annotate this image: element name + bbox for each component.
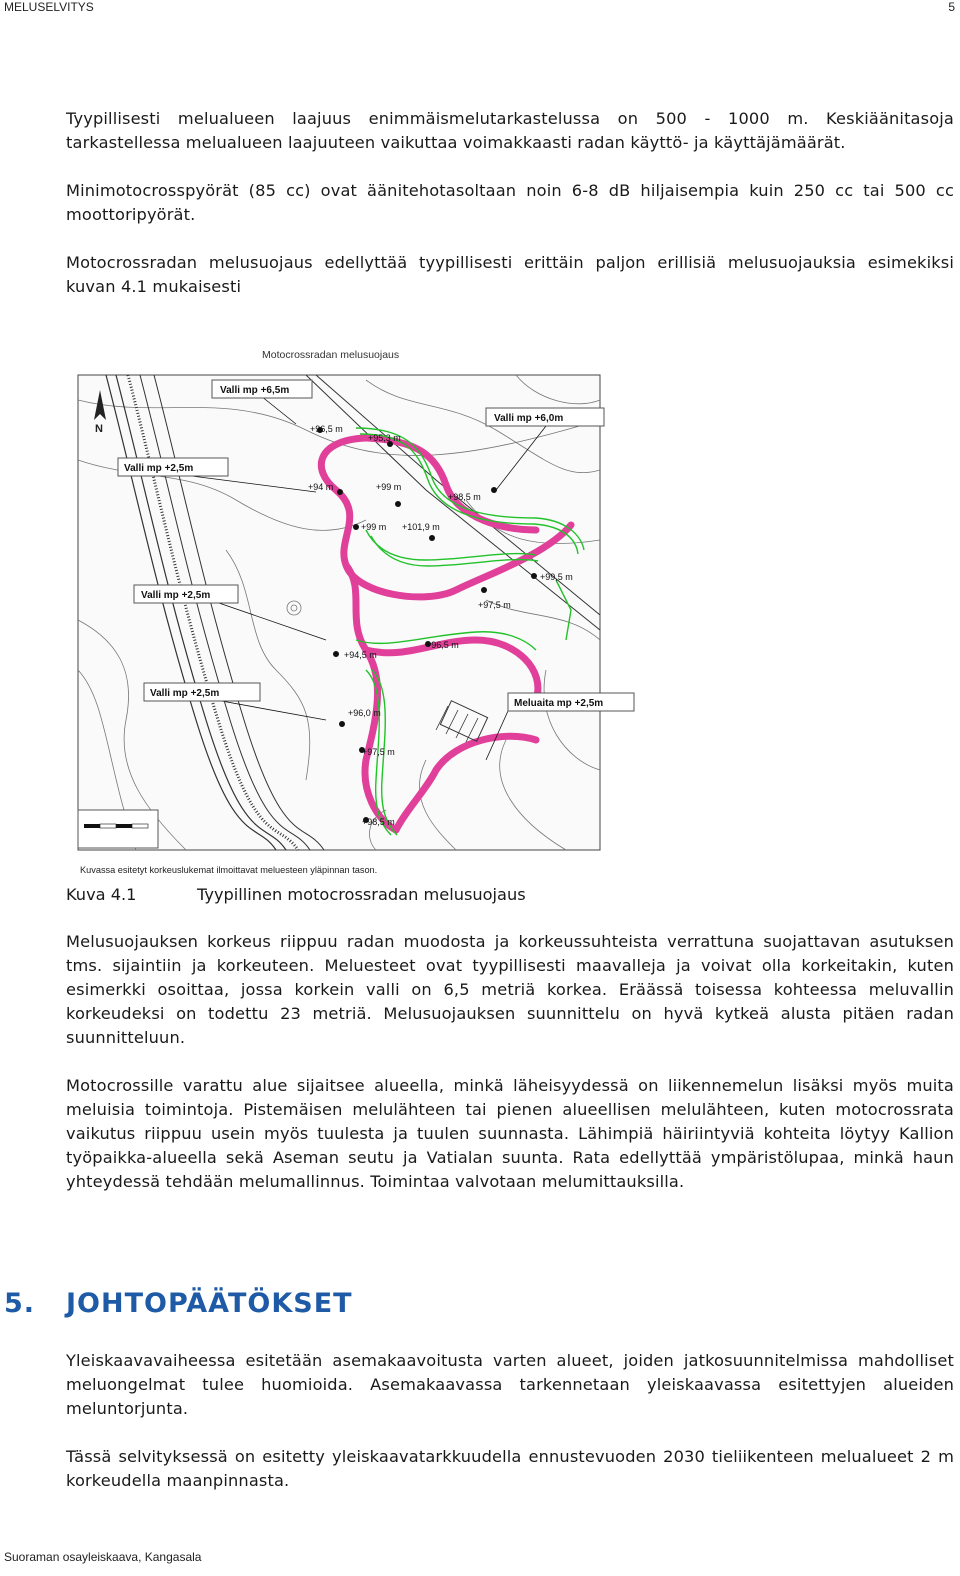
svg-text:Valli mp +6,0m: Valli mp +6,0m (494, 413, 564, 424)
caption-number: Kuva 4.1 (66, 885, 137, 904)
svg-text:+96,5 m: +96,5 m (310, 424, 343, 434)
section-title: JOHTOPÄÄTÖKSET (66, 1288, 353, 1319)
svg-text:Valli mp +2,5m: Valli mp +2,5m (150, 688, 220, 699)
paragraph-melusuojaus-intro: Motocrossradan melusuojaus edellyttää tyypillisesti erittäin paljon erillisiä melusuojauksia esimekiksi kuvan 4.1 mukaisesti (66, 253, 954, 296)
running-header-title: MELUSELVITYS (4, 0, 94, 14)
svg-text:Valli mp +2,5m: Valli mp +2,5m (124, 463, 194, 474)
svg-text:+99 m: +99 m (361, 522, 387, 532)
paragraph-minimotocross: Minimotocrosspyörät (85 cc) ovat äänitehotasoltaan noin 6-8 dB hiljaisempia kuin 250 cc tai 500 cc moottoripyörät. (66, 181, 954, 224)
map-title: Motocrossradan melusuojaus (262, 349, 400, 361)
paragraph-motocross-alue: Motocrossille varattu alue sijaitsee alueella, minkä läheisyydessä on liikennemelun lisäksi myös muita meluisia toimintoja. Pistemäisen melulähteen tai pienen alueellisen melulähteen, kuten motocrossrata vaikutus riippuu usein myös tuulesta ja tuulen suunnasta. Lähimpiä häiriintyviä kohteita löytyy Kallion työpaikka-alueella sekä Aseman seutu ja Vatialan suunta. Rata edellyttää ympäristölupaa, minkä haun yhteydessä tehdään melumallinnus. Toimintaa valvotaan melumittauksilla. (66, 1076, 954, 1191)
svg-text:+98,5 m: +98,5 m (362, 817, 395, 827)
page-number: 5 (948, 0, 955, 14)
svg-text:+94 m: +94 m (308, 482, 334, 492)
caption-text: Tyypillinen motocrossradan melusuojaus (197, 885, 526, 904)
svg-text:+96,5 m: +96,5 m (426, 640, 459, 650)
paragraph-melusuojauksen-korkeus: Melusuojauksen korkeus riippuu radan muodosta ja korkeussuhteista verrattuna suojattavan asutuksen tms. sijaintiin ja korkeuteen. Meluesteet ovat tyypillisesti maavalleja ja voivat olla korkeitakin, kuten esimerkki osoittaa, jossa korkein valli on 6,5 metriä korkea. Eräässä toisessa kohteessa meluvallin korkeudeksi on todettu 23 metriä. Melusuojauksen suunnittelu on hyvä kytkeä alusta pitäen radan suunnitteluun. (66, 932, 954, 1047)
section-number: 5. (4, 1288, 36, 1319)
svg-text:+99 m: +99 m (376, 482, 402, 492)
svg-text:N: N (95, 423, 103, 435)
figure-motocross-noise-protection-map (66, 340, 646, 880)
svg-text:Valli mp +2,5m: Valli mp +2,5m (141, 590, 211, 601)
svg-text:+97,5 m: +97,5 m (362, 747, 395, 757)
svg-text:+95,3 m: +95,3 m (368, 433, 401, 443)
svg-text:+97,5 m: +97,5 m (478, 600, 511, 610)
svg-text:+99,5 m: +99,5 m (540, 572, 573, 582)
svg-text:+98,5 m: +98,5 m (448, 492, 481, 502)
svg-text:Valli mp +6,5m: Valli mp +6,5m (220, 385, 290, 396)
svg-text:+101,9 m: +101,9 m (402, 522, 440, 532)
paragraph-melualue-laajuus: Tyypillisesti melualueen laajuus enimmäismelutarkastelussa on 500 - 1000 m. Keskiäänitasoja tarkastellessa melualueen laajuuteen vaikuttaa voimakkaasti radan käyttö- ja käyttäjämäärät. (66, 109, 954, 152)
scale-bar (78, 810, 158, 848)
svg-text:+94,5 m: +94,5 m (344, 650, 377, 660)
figure-note: Kuvassa esitetyt korkeuslukemat ilmoittavat meluesteen yläpinnan tason. (80, 865, 378, 875)
paragraph-yleiskaavavaihe: Yleiskaavavaiheessa esitetään asemakaavoitusta varten alueet, joiden jatkosuunnitelmissa mahdolliset meluongelmat tulee huomioida. Asemakaavassa tarkennetaan yleiskaavassa esitettyjen alueiden meluntorjunta. (66, 1351, 954, 1418)
svg-text:+96,0 m: +96,0 m (348, 708, 381, 718)
svg-text:Meluaita mp +2,5m: Meluaita mp +2,5m (514, 698, 604, 709)
paragraph-selvitys: Tässä selvityksessä on esitetty yleiskaavatarkkuudella ennustevuoden 2030 tieliikenteen melualueet 2 m korkeudella maanpinnasta. (66, 1447, 954, 1490)
running-footer: Suoraman osayleiskaava, Kangasala (4, 1550, 202, 1564)
